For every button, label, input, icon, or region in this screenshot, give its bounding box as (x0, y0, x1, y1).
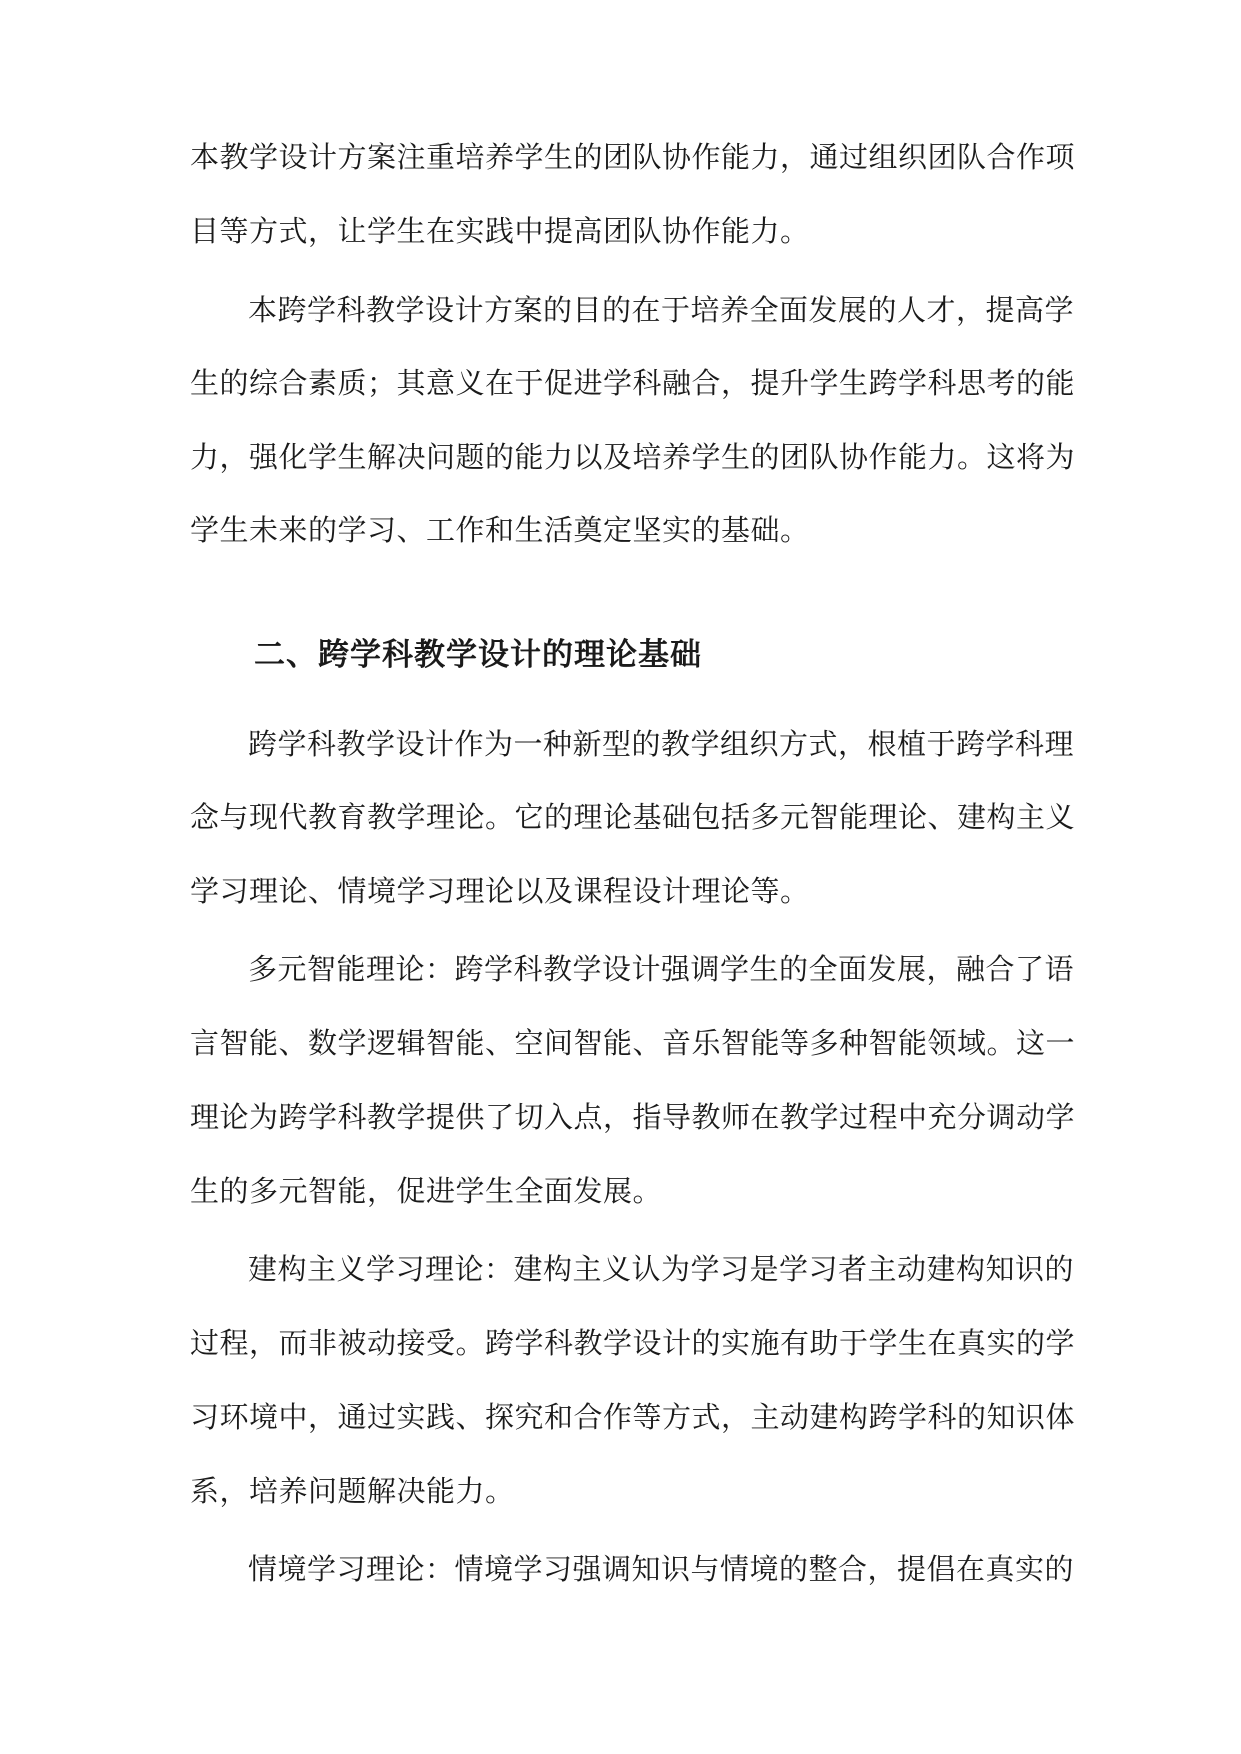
paragraph-line: 建构主义学习理论：建构主义认为学习是学习者主动建构知识的 (248, 1252, 1075, 1286)
paragraph-line: 目等方式，让学生在实践中提高团队协作能力。 (190, 214, 810, 248)
paragraph-line: 生的多元智能，促进学生全面发展。 (190, 1174, 663, 1208)
paragraph-line: 情境学习理论：情境学习强调知识与情境的整合，提倡在真实的 (248, 1552, 1075, 1586)
paragraph-line: 跨学科教学设计作为一种新型的教学组织方式，根植于跨学科理 (248, 727, 1075, 761)
paragraph-line: 言智能、数学逻辑智能、空间智能、音乐智能等多种智能领域。这一 (190, 1026, 1076, 1060)
paragraph-line: 理论为跨学科教学提供了切入点，指导教师在教学过程中充分调动学 (190, 1100, 1076, 1134)
paragraph-line: 念与现代教育教学理论。它的理论基础包括多元智能理论、建构主义 (190, 800, 1076, 834)
paragraph-line: 本教学设计方案注重培养学生的团队协作能力，通过组织团队合作项 (190, 140, 1076, 174)
paragraph-line: 习环境中，通过实践、探究和合作等方式，主动建构跨学科的知识体 (190, 1400, 1076, 1434)
paragraph-line: 多元智能理论：跨学科教学设计强调学生的全面发展，融合了语 (248, 952, 1075, 986)
paragraph-line: 系，培养问题解决能力。 (190, 1474, 515, 1508)
paragraph-line: 本跨学科教学设计方案的目的在于培养全面发展的人才，提高学 (248, 293, 1075, 327)
paragraph-line: 力，强化学生解决问题的能力以及培养学生的团队协作能力。这将为 (190, 440, 1076, 474)
paragraph-line: 学生未来的学习、工作和生活奠定坚实的基础。 (190, 513, 810, 547)
paragraph-line: 生的综合素质；其意义在于促进学科融合，提升学生跨学科思考的能 (190, 366, 1076, 400)
paragraph-line: 过程，而非被动接受。跨学科教学设计的实施有助于学生在真实的学 (190, 1326, 1076, 1360)
paragraph-line: 学习理论、情境学习理论以及课程设计理论等。 (190, 874, 810, 908)
section-heading: 二、跨学科教学设计的理论基础 (254, 637, 702, 673)
